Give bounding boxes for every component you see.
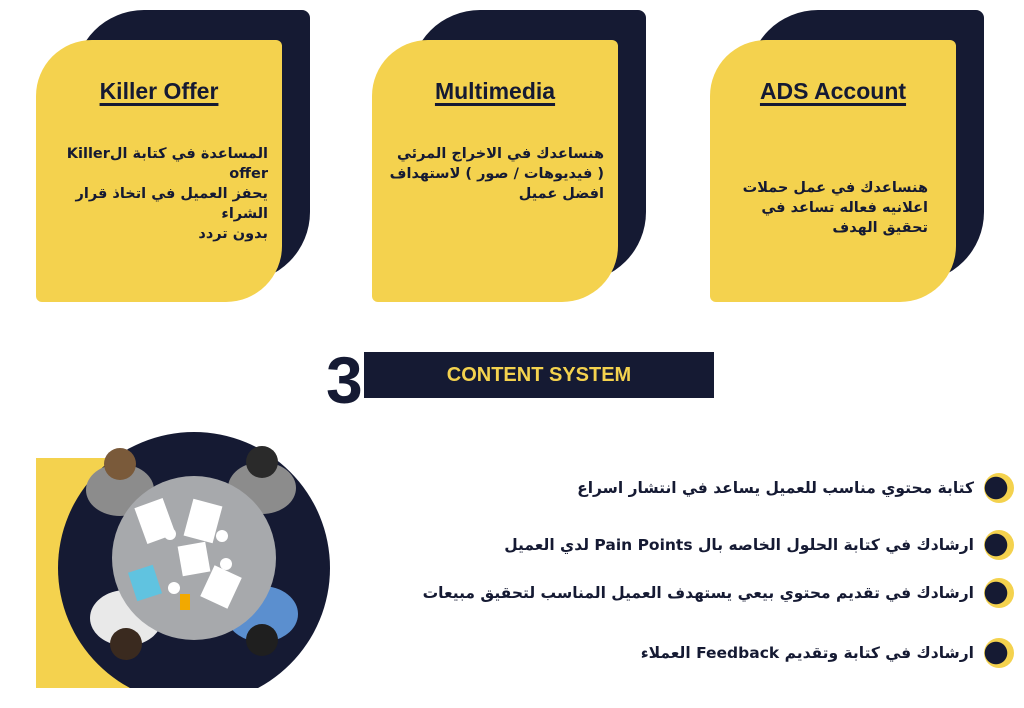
card-body (724, 178, 928, 238)
bullet-icon (984, 578, 1014, 608)
section-header (322, 343, 718, 417)
section-number: 3 (326, 343, 363, 417)
list-item (423, 578, 1014, 608)
card-body (386, 144, 604, 204)
list-item-text: ارشادك في تقديم محتوي بيعي يستهدف العميل المناسب لتحقيق مبيعات (422, 584, 974, 602)
list-item-text: ارشادك في كتابة وتقديم Feedback العملاء (640, 644, 974, 662)
list-item (577, 473, 1014, 503)
card-line: هنساعدك في عمل حملات (742, 180, 928, 196)
meeting-table-illustration (22, 418, 344, 698)
card-body (50, 144, 268, 244)
card-line: ( فيديوهات / صور ) لاستهداف (389, 166, 604, 182)
section-title: CONTENT SYSTEM (446, 364, 632, 386)
bullet-icon (984, 530, 1014, 560)
card-face (372, 40, 618, 302)
card-line: بدون تردد (198, 226, 268, 242)
list-item-text: كتابة محتوي مناسب للعميل يساعد في انتشار اسراع (577, 479, 974, 497)
section-title-bar (364, 352, 714, 398)
bullet-icon (984, 473, 1014, 503)
card-line: اعلانيه فعاله تساعد في (761, 200, 928, 216)
bullet-icon (984, 638, 1014, 668)
card-line: المساعدة في كتابة الKiller offer (66, 146, 268, 182)
card-line: هنساعدك في الاخراج المرئي (397, 146, 604, 162)
card-line: افضل عميل (518, 186, 604, 202)
list-item-text: ارشادك في كتابة الحلول الخاصه بال Pain Points لدي العميل (504, 536, 974, 554)
list-item (504, 530, 1014, 560)
card-line: تحقيق الهدف (832, 220, 928, 236)
card-killer-offer (36, 10, 322, 302)
list-item (641, 638, 1014, 668)
card-face (36, 40, 282, 302)
card-title: ADS Account (759, 78, 907, 104)
card-multimedia (372, 10, 658, 302)
card-line: يحفز العميل في اتخاذ قرار الشراء (75, 186, 268, 222)
card-ads-account (710, 10, 996, 302)
card-face (710, 40, 956, 302)
card-title: Multimedia (434, 78, 556, 104)
card-title: Killer Offer (99, 78, 219, 104)
